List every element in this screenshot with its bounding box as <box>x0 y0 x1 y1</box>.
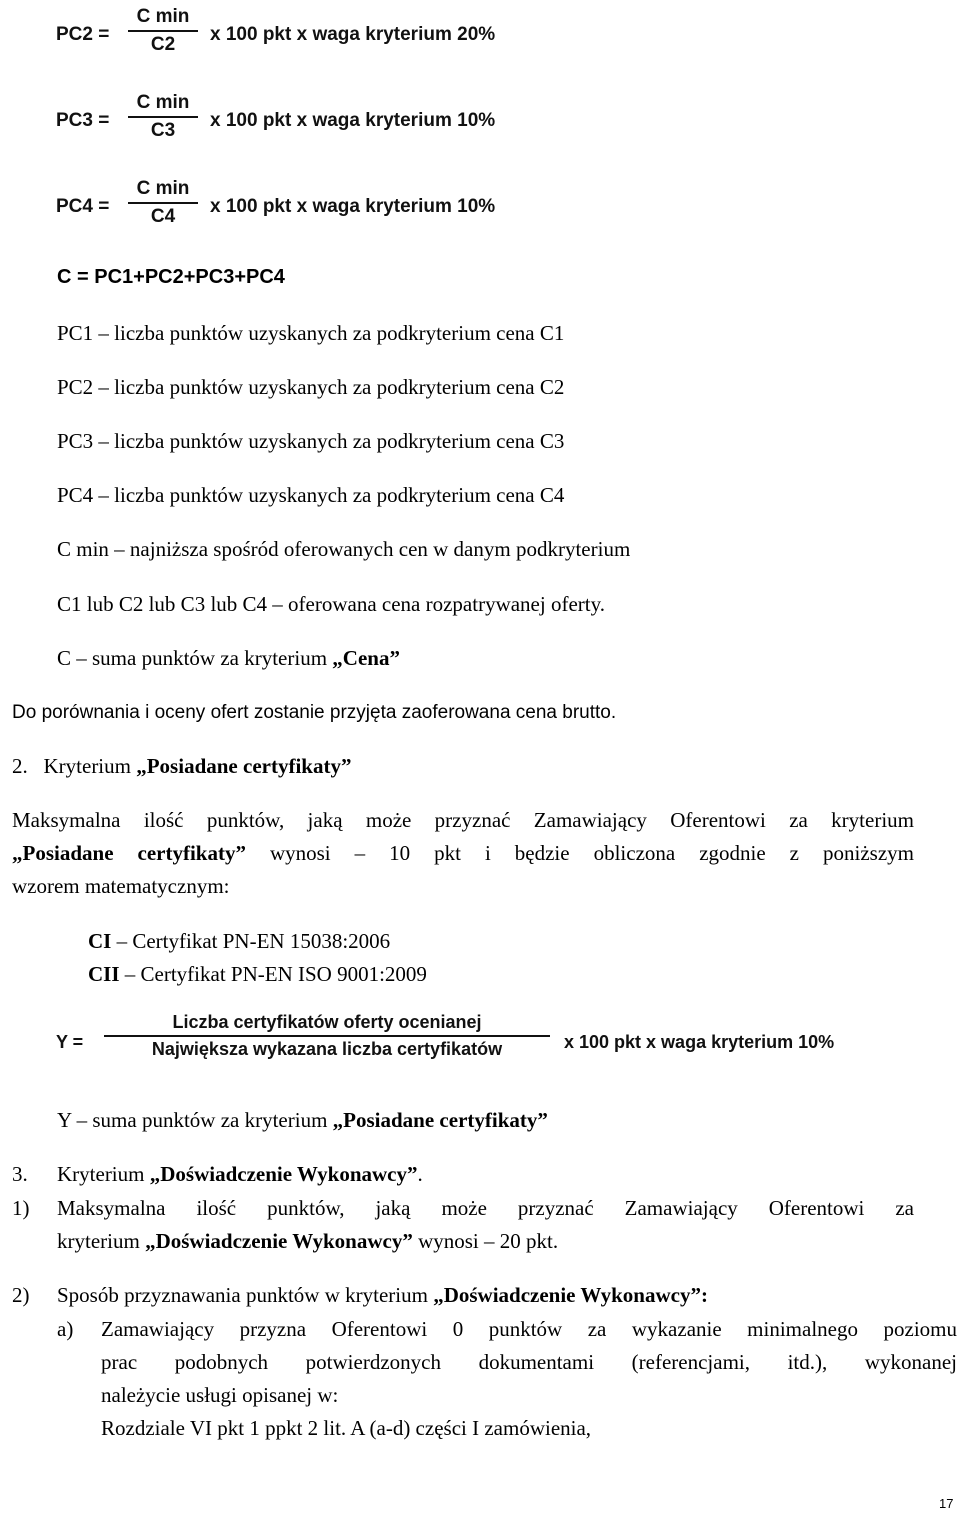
y-suma <box>57 1108 548 1132</box>
point1-line2-prefix: kryterium <box>57 1229 146 1253</box>
cert-cii <box>88 962 427 986</box>
formula-denominator: Największa wykazana liczba certyfikatów <box>151 1039 503 1059</box>
formula-denominator: C3 <box>150 120 176 141</box>
formula-y <box>56 1012 916 1076</box>
page-number: 17 <box>939 1496 954 1511</box>
formula-pc3 <box>56 92 576 152</box>
formula-rhs: x 100 pkt x waga kryterium 10% <box>564 1032 835 1052</box>
formula-rhs: x 100 pkt x waga kryterium 10% <box>210 196 496 217</box>
point1-line2 <box>57 1229 558 1253</box>
maks2-line2 <box>12 841 914 865</box>
formula-fraction <box>128 92 198 142</box>
point2-bold: „Doświadczenie Wykonawcy”: <box>433 1283 708 1307</box>
point1-line2-bold: „Doświadczenie Wykonawcy” <box>145 1229 413 1253</box>
point2a-letter: a) <box>57 1317 74 1341</box>
point2a-line4: Rozdziale VI pkt 1 ppkt 2 lit. A (a-d) części I zamówienia, <box>101 1416 592 1440</box>
kryterium-3-suffix: . <box>417 1162 423 1186</box>
point2-prefix: Sposób przyznawania punktów w kryterium <box>57 1283 434 1307</box>
formula-rhs: x 100 pkt x waga kryterium 10% <box>210 110 496 131</box>
cert-code: CI <box>88 929 112 953</box>
kryterium-2-prefix: Kryterium <box>43 754 137 778</box>
point2-number: 2) <box>12 1283 30 1307</box>
c-suma-text: C – suma punktów za kryterium <box>57 646 333 670</box>
point2a-line1: Zamawiający przyzna Oferentowi 0 punktów za wykazanie minimalnego poziomu <box>101 1317 957 1341</box>
formula-pc2 <box>56 6 576 66</box>
point1-line1: Maksymalna ilość punktów, jaką może przyznać Zamawiający Oferentowi za <box>57 1196 914 1220</box>
definition-cmin: C min – najniższa spośród oferowanych cen w danym podkryterium <box>57 537 631 561</box>
formula-numerator: Liczba certyfikatów oferty ocenianej <box>172 1012 482 1032</box>
formula-pc4 <box>56 178 576 238</box>
kryterium-2-title: „Posiadane certyfikaty” <box>136 754 352 778</box>
definition-pc4: PC4 – liczba punktów uzyskanych za podkryterium cena C4 <box>57 483 565 507</box>
formula-denominator: C2 <box>150 34 176 55</box>
c-suma-bold: „Cena” <box>332 646 400 670</box>
fraction-bar <box>128 116 198 118</box>
definition-pc1: PC1 – liczba punktów uzyskanych za podkryterium cena C1 <box>57 321 565 345</box>
y-suma-text: Y – suma punktów za kryterium <box>57 1108 333 1132</box>
c-suma <box>57 646 400 670</box>
fraction-bar <box>128 202 198 204</box>
formula-lhs: PC4 = <box>56 196 110 217</box>
kryterium-2-heading <box>12 754 351 778</box>
kryterium-3-title: „Doświadczenie Wykonawcy” <box>149 1162 418 1186</box>
maks2-line2-rest: wynosi – 10 pkt i będzie obliczona zgodnie z poniższym <box>245 841 914 865</box>
formula-lhs: Y = <box>56 1032 84 1052</box>
fraction-bar <box>128 30 198 32</box>
point1-number: 1) <box>12 1196 30 1220</box>
formula-numerator: C min <box>136 178 190 199</box>
formula-denominator: C4 <box>150 206 176 227</box>
definition-pc3: PC3 – liczba punktów uzyskanych za podkryterium cena C3 <box>57 429 565 453</box>
definition-pc2: PC2 – liczba punktów uzyskanych za podkryterium cena C2 <box>57 375 565 399</box>
point2a-line3: należycie usługi opisanej w: <box>101 1383 339 1407</box>
formula-numerator: C min <box>136 6 190 27</box>
formula-fraction <box>104 1012 550 1060</box>
kryterium-3-heading <box>12 1162 423 1186</box>
point1-line2-suffix: wynosi – 20 pkt. <box>412 1229 559 1253</box>
point2a-line2: prac podobnych potwierdzonych dokumentami (referencjami, itd.), wykonanej <box>101 1350 957 1374</box>
comparison-note: Do porównania i oceny ofert zostanie przyjęta zaoferowana cena brutto. <box>12 702 617 723</box>
fraction-bar <box>104 1035 550 1037</box>
formula-lhs: PC2 = <box>56 24 110 45</box>
kryterium-2-number: 2. <box>12 754 28 778</box>
cert-code: CII <box>88 962 120 986</box>
definition-c-values: C1 lub C2 lub C3 lub C4 – oferowana cena rozpatrywanej oferty. <box>57 592 605 616</box>
point2-text <box>57 1283 708 1307</box>
formula-fraction <box>128 6 198 56</box>
maks2-line1: Maksymalna ilość punktów, jaką może przyznać Zamawiający Oferentowi za kryterium <box>12 808 914 832</box>
kryterium-3-prefix: Kryterium <box>57 1162 150 1186</box>
cert-ci <box>88 929 390 953</box>
cert-text: – Certyfikat PN-EN 15038:2006 <box>111 929 391 953</box>
y-suma-bold: „Posiadane certyfikaty” <box>332 1108 548 1132</box>
formula-numerator: C min <box>136 92 190 113</box>
formula-lhs: PC3 = <box>56 110 110 131</box>
maks2-line2-bold: „Posiadane certyfikaty” <box>12 841 246 865</box>
maks2-line3: wzorem matematycznym: <box>12 874 230 898</box>
c-formula: C = PC1+PC2+PC3+PC4 <box>57 266 285 288</box>
cert-text: – Certyfikat PN-EN ISO 9001:2009 <box>119 962 427 986</box>
kryterium-3-number: 3. <box>12 1162 28 1186</box>
formula-fraction <box>128 178 198 228</box>
formula-rhs: x 100 pkt x waga kryterium 20% <box>210 24 496 45</box>
